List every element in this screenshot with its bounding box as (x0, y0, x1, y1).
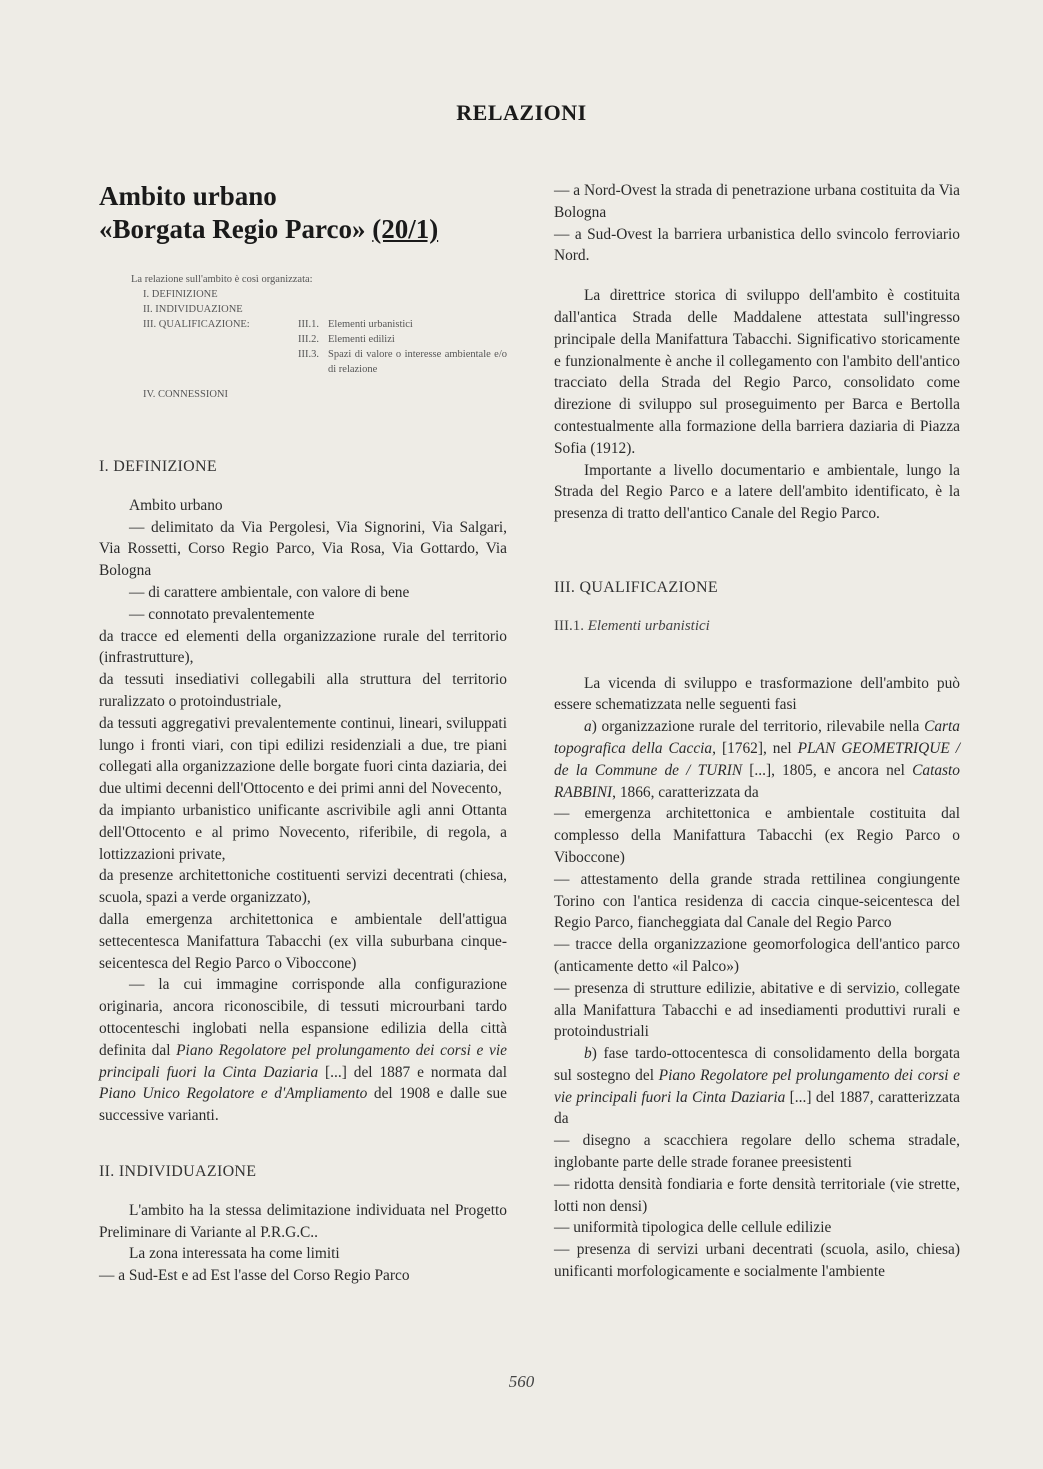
subsection-number: III.1. (554, 617, 588, 634)
article-title-line2 (99, 213, 507, 246)
paragraph (99, 974, 507, 1127)
right-column (554, 180, 960, 1283)
toc-subitem-label: Spazi di valore o interesse ambientale e/o di relazione (328, 349, 507, 375)
text-run: , [1762], nel (712, 739, 798, 757)
subsection-title: Elementi urbanistici (587, 617, 710, 634)
text-run: , 1866, caratterizzata da (612, 783, 759, 801)
toc-subitem-num: III.2. (298, 334, 319, 345)
toc-row (99, 387, 507, 402)
paragraph (554, 716, 960, 803)
italic-title: PLAN GEOMETRIQUE / de la Commune de / TURIN (554, 739, 961, 779)
text-run: [...] del 1887, caratterizzata da (554, 1088, 960, 1128)
toc-row (99, 317, 507, 377)
paragraph: — presenza di servizi urbani decentrati (scuola, asilo, chiesa) unificanti morfologicamente e socialmente l'ambiente (554, 1241, 960, 1281)
list-letter: b (584, 1045, 592, 1063)
subsection-heading (554, 616, 960, 638)
section-heading-qualificazione: III. QUALIFICAZIONE (554, 578, 718, 596)
paragraph: — di carattere ambientale, con valore di bene (129, 583, 410, 601)
paragraph: La vicenda di sviluppo e trasformazione dell'ambito può essere schematizzata nelle seguenti fasi (554, 674, 960, 714)
paragraph: — uniformità tipologica delle cellule edilizie (554, 1219, 832, 1237)
toc-subitem (298, 347, 507, 377)
paragraph: — a Nord-Ovest la strada di penetrazione urbana costituita da Via Bologna (554, 182, 960, 221)
toc-row (99, 287, 507, 302)
paragraph: — emergenza architettonica e ambientale costituita dal complesso della Manifattura Tabacchi (ex Regio Parco o Viboccone) (554, 805, 960, 866)
paragraph: da tessuti aggregativi prevalentemente continui, lineari, sviluppati lungo i fronti viari, con tipi edilizi residenziali a due, tre piani collegati alla organizzazione delle borgate fuori cinta daziaria, dei due ultimi decenni dell'Ottocento e dei primi anni del Novecento, (99, 714, 507, 798)
article-title (99, 180, 507, 246)
toc-subitem-label: Elementi edilizi (328, 334, 395, 345)
article-title-ref: (20/1) (372, 214, 439, 244)
toc-subitem-num: III.3. (298, 349, 319, 360)
paragraph: La direttrice storica di sviluppo dell'ambito è costituita dall'antica Strada delle Maddalene attestata sull'ingresso principale della Manifattura Tabacchi. Significativo storicamente e funzionalmente è anche il collegamento con l'ambito dell'antico tracciato della Strada del Regio Parco, consolidato come direzione di sviluppo sul proseguimento per Barca e Bertolla contestualmente alla formazione della barriera daziaria di Piazza Sofia (1912). (554, 287, 960, 457)
toc-item: I. DEFINIZIONE (143, 289, 218, 300)
toc-subitems (298, 317, 507, 377)
paragraph: da presenze architettoniche costituenti servizi decentrati (chiesa, scuola, spazi a verde organizzato), (99, 867, 507, 907)
section-heading-individuazione: II. INDIVIDUAZIONE (99, 1162, 257, 1180)
section-heading-definizione: I. DEFINIZIONE (99, 458, 217, 475)
toc-item: II. INDIVIDUAZIONE (143, 304, 243, 315)
paragraph: — a Sud-Est e ad Est l'asse del Corso Regio Parco (99, 1267, 410, 1285)
paragraph: — connotato prevalentemente (129, 605, 315, 623)
paragraph: da tracce ed elementi della organizzazione rurale del territorio (infrastrutture), (99, 627, 507, 667)
paragraph: Ambito urbano (129, 496, 223, 514)
page-header: RELAZIONI (456, 100, 587, 125)
toc-subitem-num: III.1. (298, 319, 319, 330)
paragraph: — disegno a scacchiera regolare dello schema stradale, inglobante parte delle strade foranee preesistenti (554, 1132, 960, 1172)
toc-item: IV. CONNESSIONI (143, 389, 228, 400)
toc-subitem (298, 332, 507, 347)
paragraph: dalla emergenza architettonica e ambientale dell'attigua settecentesca Manifattura Tabacchi (ex villa suburbana cinque-seicentesca del Regio Parco o Viboccone) (99, 910, 507, 972)
paragraph: — a Sud-Ovest la barriera urbanistica dello svincolo ferroviario Nord. (554, 225, 960, 265)
text-run: — la cui immagine corrisponde alla configurazione originaria, ancora riconoscibile, di tessuti microurbani tardo ottocenteschi inglobati nella espansione edilizia della città definita dal (99, 976, 507, 1059)
article-title-line1: Ambito urbano (99, 181, 277, 211)
text-run: del 1908 e dalle sue successive varianti. (99, 1085, 507, 1125)
paragraph: Importante a livello documentario e ambientale, lungo la Strada del Regio Parco e a latere dell'ambito identificato, è la presenza di tratto dell'antico Canale del Regio Parco. (554, 461, 960, 523)
italic-title: Carta topografica della Caccia (554, 718, 960, 757)
paragraph: La zona interessata ha come limiti (129, 1245, 340, 1263)
paragraph: — tracce della organizzazione geomorfologica dell'antico parco (anticamente detto «il Palco») (554, 936, 960, 975)
paragraph: — presenza di strutture edilizie, abitative e di servizio, collegate alla Manifattura Tabacchi e ad insediamenti produttivi rurali e protoindustriali (554, 979, 960, 1041)
paragraph: — delimitato da Via Pergolesi, Via Signorini, Via Salgari, Via Rossetti, Corso Regio Parco, Via Rosa, Via Gottardo, Via Bologna (99, 518, 507, 580)
text-run: [...], 1805, e ancora nel (742, 761, 913, 779)
paragraph: L'ambito ha la stessa delimitazione individuata nel Progetto Preliminare di Variante al P.R.G.C.. (99, 1201, 507, 1241)
paragraph: — attestamento della grande strada rettilinea congiungente Torino con l'antica residenza di caccia cinque-seicentesca del Regio Parco, fiancheggiata dal Canale del Regio Parco (554, 870, 960, 932)
paragraph: — ridotta densità fondiaria e forte densità territoriale (vie strette, lotti non densi) (554, 1175, 960, 1215)
toc-intro: La relazione sull'ambito è così organizzata: (131, 274, 313, 285)
page-number: 560 (508, 1372, 535, 1391)
paragraph (554, 1043, 960, 1130)
article-title-name: «Borgata Regio Parco» (99, 214, 373, 244)
left-column (99, 180, 507, 1287)
paragraph: da tessuti insediativi collegabili alla struttura del territorio ruralizzato o protoindustriale, (99, 671, 507, 710)
italic-title: Piano Regolatore pel prolungamento dei corsi e vie principali fuori la Cinta Daziaria (554, 1066, 960, 1106)
table-of-contents (99, 272, 507, 402)
italic-title: Catasto RABBINI (554, 761, 961, 801)
text-run: ) fase tardo-ottocentesca di consolidamento della borgata sul sostegno del (554, 1045, 960, 1084)
list-letter: a (584, 718, 592, 736)
toc-subitem-label: Elementi urbanistici (328, 319, 413, 330)
text-run: [...] del 1887 e normata dal (318, 1063, 507, 1081)
toc-row (99, 302, 507, 317)
text-run: ) organizzazione rurale del territorio, rilevabile nella (591, 718, 925, 736)
paragraph: da impianto urbanistico unificante ascrivibile agli anni Ottanta dell'Ottocento e al primo Novecento, riferibile, di regola, a lottizzazioni private, (99, 801, 507, 863)
toc-item: III. QUALIFICAZIONE: (143, 319, 250, 330)
italic-title: Piano Unico Regolatore e d'Ampliamento (99, 1085, 368, 1103)
italic-title: Piano Regolatore pel prolungamento dei corsi e vie principali fuori la Cinta Daziaria (99, 1041, 507, 1081)
toc-subitem (298, 317, 507, 332)
